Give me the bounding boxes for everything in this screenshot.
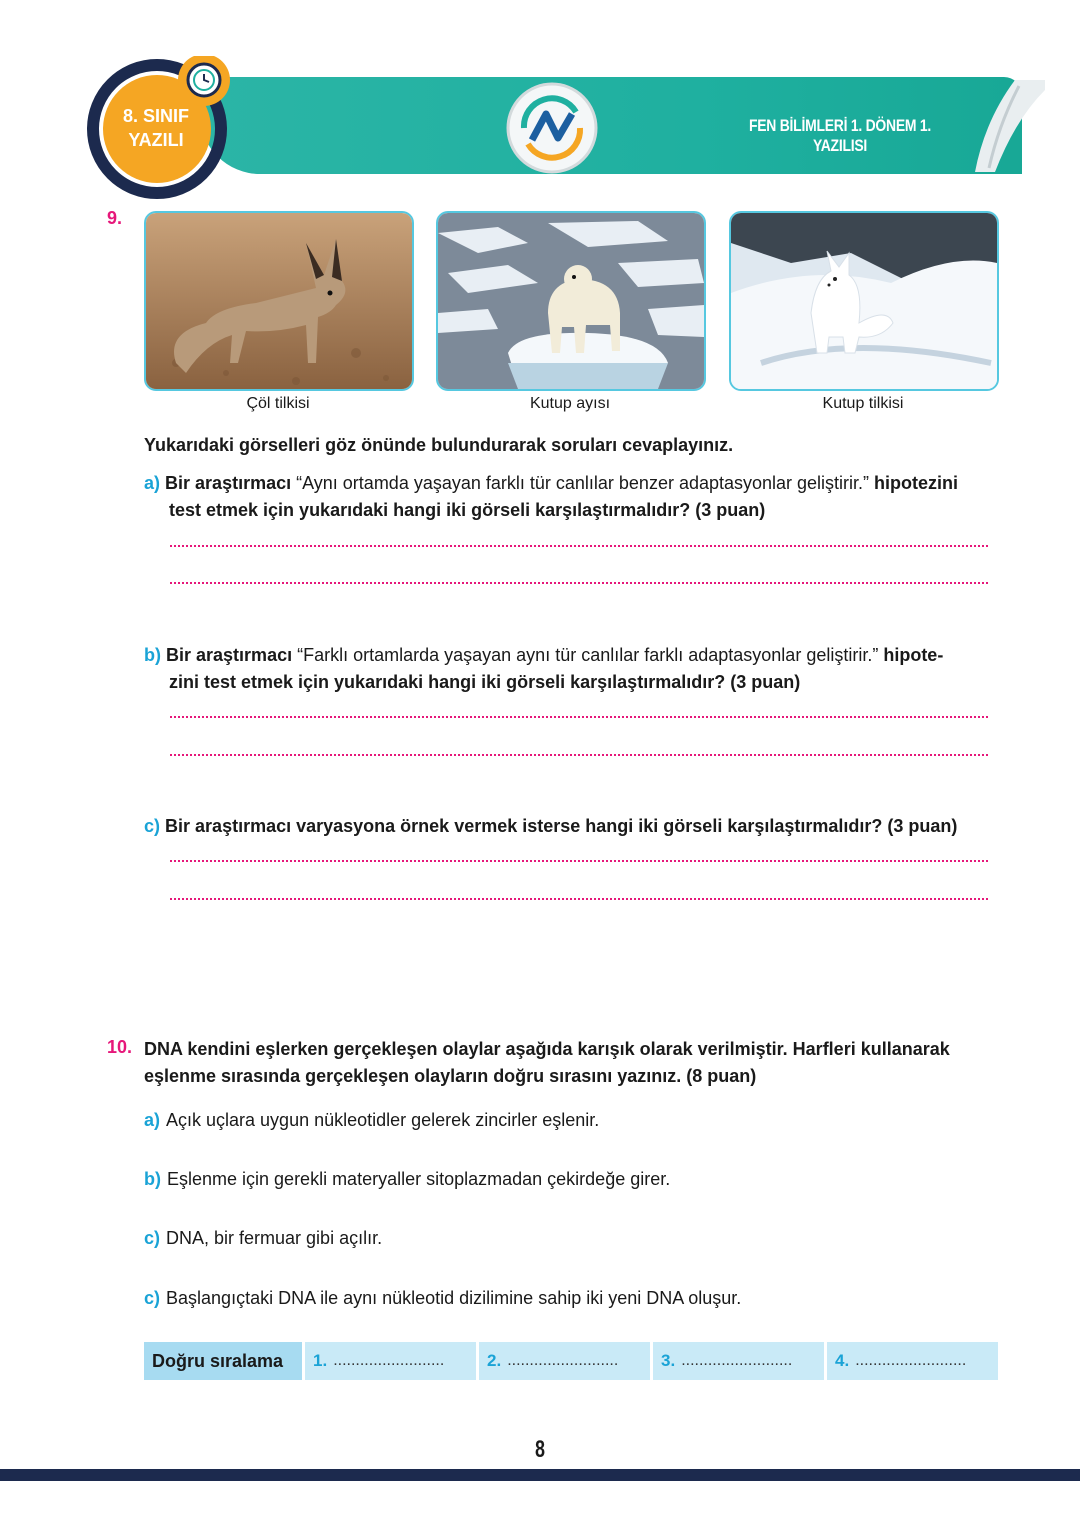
- badge-line-2: YAZILI: [128, 130, 184, 150]
- arctic-fox-image: [729, 211, 999, 391]
- publisher-logo-icon: [506, 82, 598, 174]
- event-text: Açık uçlara uygun nükleotidler gelerek zincirler eşlenir.: [166, 1110, 600, 1130]
- order-cell-blank: .........................: [333, 1352, 445, 1369]
- page-curl-decoration: [975, 80, 1045, 172]
- event-item: [144, 1169, 670, 1190]
- answer-line[interactable]: [170, 582, 988, 584]
- subquestion-letter: c): [144, 816, 161, 836]
- subquestion-text-bold-end: hipote-: [883, 645, 944, 665]
- event-item: [144, 1228, 382, 1249]
- event-letter: c): [144, 1288, 161, 1308]
- image-caption: Çöl tilkisi: [246, 395, 310, 412]
- order-cell-2[interactable]: [479, 1342, 650, 1380]
- answer-line[interactable]: [170, 898, 988, 900]
- question-lead: Yukarıdaki görselleri göz önünde bulundurarak soruları cevaplayınız.: [144, 435, 734, 455]
- question-10-text: [144, 1036, 1014, 1090]
- grade-badge-label: [108, 104, 204, 152]
- subquestion-text-bold-end: hipotezini: [874, 473, 959, 493]
- subquestion-quote: “Aynı ortamda yaşayan farklı tür canlılar benzer adaptasyonlar geliştirir.”: [291, 473, 875, 493]
- event-item: [144, 1110, 599, 1131]
- order-cell-number: 3.: [661, 1351, 676, 1370]
- question-10-line-2: eşlenme sırasında gerçekleşen olayların doğru sırasını yazınız. (8 puan): [144, 1066, 757, 1086]
- subquestion-c: [144, 813, 1014, 840]
- event-text: Eşlenme için gerekli materyaller sitoplazmadan çekirdeğe girer.: [167, 1169, 671, 1189]
- subquestion-quote: “Farklı ortamlarda yaşayan aynı tür canlılar farklı adaptasyonlar geliştirir.”: [292, 645, 884, 665]
- subquestion-text-bold: Bir araştırmacı: [166, 645, 293, 665]
- event-letter: b): [144, 1169, 161, 1189]
- answer-line[interactable]: [170, 545, 988, 547]
- image-caption: Kutup ayısı: [529, 395, 611, 412]
- subquestion-letter: b): [144, 645, 161, 665]
- order-cell-blank: .........................: [507, 1352, 619, 1369]
- answer-line[interactable]: [170, 754, 988, 756]
- subquestion-letter: a): [144, 473, 161, 493]
- question-10-line-1: DNA kendini eşlerken gerçekleşen olaylar aşağıda karışık olarak verilmiştir. Harfleri kullanarak: [144, 1039, 950, 1059]
- subquestion-text: Bir araştırmacı varyasyona örnek vermek isterse hangi iki görseli karşılaştırmalıdır? (3 puan): [165, 816, 958, 836]
- order-cell-3[interactable]: [653, 1342, 824, 1380]
- event-text: DNA, bir fermuar gibi açılır.: [166, 1228, 383, 1248]
- order-cell-number: 4.: [835, 1351, 850, 1370]
- exam-title: FEN BİLİMLERİ 1. DÖNEM 1. YAZILISI: [748, 116, 932, 155]
- order-cell-blank: .........................: [855, 1352, 967, 1369]
- answer-line[interactable]: [170, 716, 988, 718]
- order-table-header: Doğru sıralama: [144, 1342, 302, 1380]
- order-cell-1[interactable]: [305, 1342, 476, 1380]
- event-letter: a): [144, 1110, 161, 1130]
- order-cell-number: 2.: [487, 1351, 502, 1370]
- event-item: [144, 1288, 741, 1309]
- image-caption: Kutup tilkisi: [822, 395, 904, 412]
- page-number: 8: [534, 1436, 546, 1463]
- subquestion-line-2: test etmek için yukarıdaki hangi iki görseli karşılaştırmalıdır? (3 puan): [169, 500, 766, 520]
- desert-fox-image: [144, 211, 414, 391]
- order-table: [144, 1342, 998, 1380]
- question-number: 9.: [107, 208, 123, 228]
- subquestion-text-bold: Bir araştırmacı: [165, 473, 292, 493]
- subquestion-line-2: zini test etmek için yukarıdaki hangi iki görseli karşılaştırmalıdır? (3 puan): [169, 672, 801, 692]
- subquestion-b: [144, 642, 1004, 696]
- polar-bear-image: [436, 211, 706, 391]
- order-cell-blank: .........................: [681, 1352, 793, 1369]
- event-text: Başlangıçtaki DNA ile aynı nükleotid dizilimine sahip iki yeni DNA oluşur.: [166, 1288, 742, 1308]
- order-cell-4[interactable]: [827, 1342, 998, 1380]
- question-number: 10.: [107, 1037, 133, 1057]
- order-cell-number: 1.: [313, 1351, 328, 1370]
- subquestion-a: [144, 470, 1004, 524]
- badge-line-1: 8. SINIF: [122, 106, 189, 126]
- footer-bar: [0, 1469, 1080, 1481]
- event-letter: c): [144, 1228, 161, 1248]
- answer-line[interactable]: [170, 860, 988, 862]
